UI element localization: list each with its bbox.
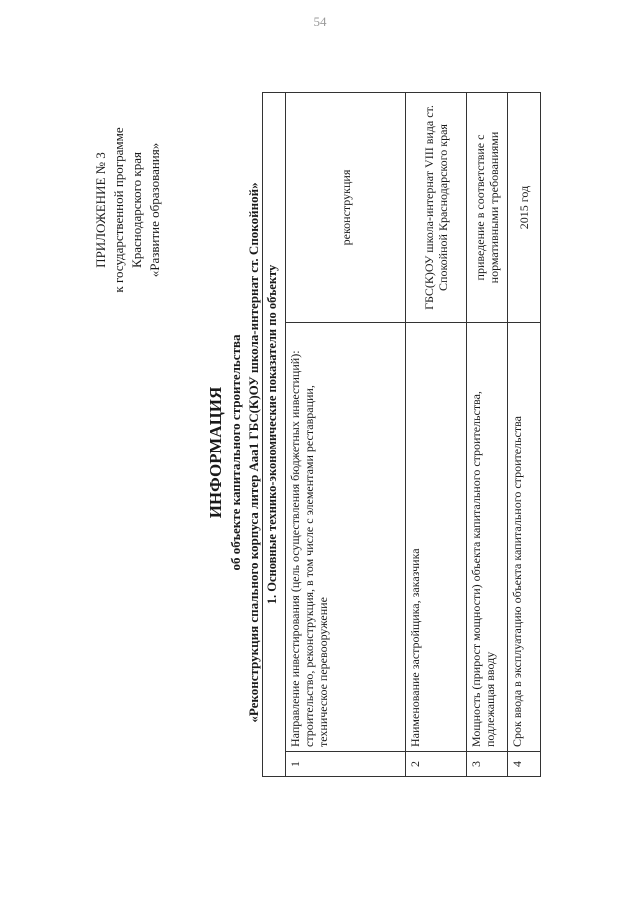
row-number: 1 — [286, 752, 406, 777]
appendix-program-line: к государственной программе — [111, 127, 126, 293]
appendix-header — [92, 75, 164, 345]
row-label: Срок ввода в эксплуатацию объекта капитального строительства — [508, 323, 541, 752]
table-row — [286, 93, 406, 777]
row-value: реконструкция — [286, 93, 406, 323]
document-title — [205, 0, 263, 905]
appendix-number: ПРИЛОЖЕНИЕ № 3 — [93, 152, 108, 268]
row-number: 2 — [406, 752, 467, 777]
row-label-line: Направление инвестирования (цель осуществления бюджетных инвестиций): — [288, 350, 302, 747]
table-row — [508, 93, 541, 777]
table-row — [467, 93, 508, 777]
row-value: ГБС(К)ОУ школа-интернат VIII вида ст. Спокойной Краснодарского края — [406, 93, 467, 323]
row-label: Мощность (прирост мощности) объекта капитального строительства, подлежащая вводу — [467, 323, 508, 752]
appendix-program-name: «Развитие образования» — [147, 142, 162, 278]
title-object-name: «Реконструкция спального корпуса литер Ааа1 ГБС(К)ОУ школа-интернат ст. Спокойной» — [246, 182, 261, 723]
row-value: приведение в соответствие с нормативными требованиями — [467, 93, 508, 323]
row-label: Наименование застройщика, заказчика — [406, 323, 467, 752]
page-number: 54 — [313, 14, 327, 29]
title-subtitle: об объекте капитального строительства — [228, 334, 243, 571]
table-section-header — [263, 93, 286, 777]
section-header-cell: 1. Основные технико-экономические показатели по объекту — [263, 93, 286, 777]
appendix-region-line: Краснодарского края — [129, 152, 144, 268]
row-label-line: строительство, реконструкция, в том числе с элементами реставрации, техническое перевооружение — [302, 385, 330, 747]
row-label — [286, 323, 406, 752]
indicators-table — [262, 92, 541, 777]
title-main: ИНФОРМАЦИЯ — [206, 386, 225, 519]
row-number: 3 — [467, 752, 508, 777]
table-row — [406, 93, 467, 777]
row-value: 2015 год — [508, 93, 541, 323]
row-number: 4 — [508, 752, 541, 777]
